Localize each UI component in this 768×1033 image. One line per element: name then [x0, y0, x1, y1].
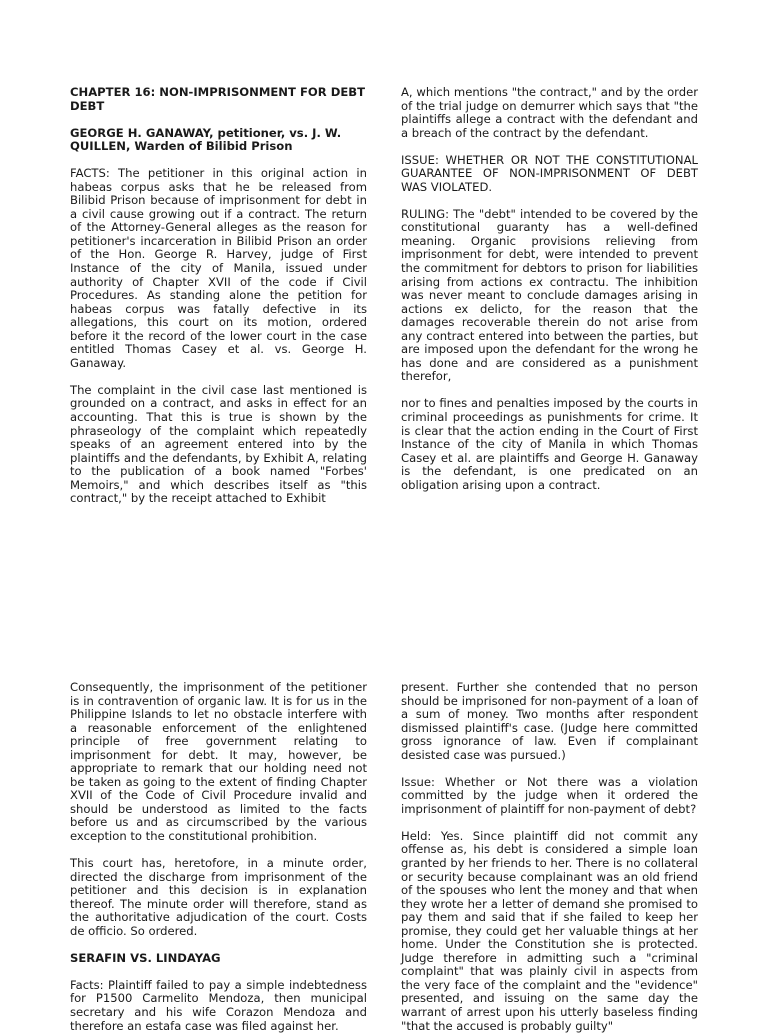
chapter-title: CHAPTER 16: NON-IMPRISONMENT FOR DEBT DEBT — [70, 85, 365, 113]
facts2-paragraph: Facts: Plaintiff failed to pay a simple indebtedness for P1500 Carmelito Mendoza, then municipal secretary and his wife Corazon Mendoza and therefore an estafa case was filed against her. — [70, 977, 367, 1033]
case2-title: SERAFIN VS. LINDAYAG — [70, 950, 221, 965]
present-paragraph: present. Further she contended that no person should be imprisoned for non-payment of a loan of a sum of money. Two months after respondent dismissed plaintiff's case. (Judge here committed gross ignorance of law. Even if complainant desisted case was pursued.) — [401, 680, 698, 762]
issue2-paragraph: Issue: Whether or Not there was a violation committed by the judge when it ordered the imprisonment of plaintiff for non-payment of debt? — [401, 774, 698, 816]
consequently-paragraph: Consequently, the imprisonment of the petitioner is in contravention of organic law. It is for us in the Philippine Islands to let no obstacle interfere with a reasonable enforcement of the enlightened principle of free government relating to imprisonment for debt. It may, however, be appropriate to remark that our holding need not be taken as going to the extent of finding Chapter XVII of the Code of Civil Procedure invalid and should be understood as limited to the facts before us and as circumscribed by the various exception to the constitutional prohibition. — [70, 680, 367, 844]
page1-right-column — [401, 86, 698, 492]
contract-continuation-paragraph: A, which mentions "the contract," and by the order of the trial judge on demurrer which says that "the plaintiffs allege a contract with the defendant and a breach of the contract by the defendant. — [401, 85, 698, 140]
page2-left-column — [70, 681, 367, 1033]
issue-paragraph: ISSUE: WHETHER OR NOT THE CONSTITUTIONAL GUARANTEE OF NON-IMPRISONMENT OF DEBT WAS VIOLATED. — [401, 152, 698, 194]
minute-order-paragraph: This court has, heretofore, in a minute order, directed the discharge from imprisonment of the petitioner and this decision is in explanation thereof. The minute order will therefore, stand as the authoritative adjudication of the court. Costs de officio. So ordered. — [70, 856, 367, 938]
ruling-continuation-paragraph: nor to fines and penalties imposed by the courts in criminal proceedings as punishments for crime. It is clear that the action ending in the Court of First Instance of the city of Manila in which Thomas Casey et al. are plaintiffs and George H. Ganaway is the defendant, is one predicated on an obligation arising upon a contract. — [401, 396, 698, 492]
complaint-paragraph: The complaint in the civil case last mentioned is grounded on a contract, and asks in effect for an accounting. That this is true is shown by the phraseology of the complaint which repeatedly speaks of an agreement entered into by the plaintiffs and the defendants, by Exhibit A, relating to the publication of a book named "Forbes' Memoirs," and which describes itself as "this contract," by the receipt attached to Exhibit — [70, 382, 367, 506]
page2-right-column — [401, 681, 698, 1033]
ruling-paragraph: RULING: The "debt" intended to be covered by the constitutional guaranty has a well-defined meaning. Organic provisions relieving from imprisonment for debt, were intended to prevent the commitment for debtors to prison for liabilities arising from actions ex contractu. The inhibition was never meant to conclude damages arising in actions ex delicto, for the reason that the damages recoverable therein do not arise from any contract entered into between the parties, but are imposed upon the defendant for the wrong he has done and are considered as a punishment therefor, — [401, 206, 698, 384]
page1-left-column — [70, 86, 367, 506]
facts-paragraph: FACTS: The petitioner in this original action in habeas corpus asks that he be released from Bilibid Prison because of imprisonment for debt in a civil cause growing out if a contract. The return of the Attorney-General alleges as the reason for petitioner's incarceration in Bilibid Prison an order of the Hon. George R. Harvey, judge of First Instance of the city of Manila, issued under authority of Chapter XVII of the code if Civil Procedures. As standing alone the petition for habeas corpus was fatally defective in its allegations, this court on its motion, ordered before it the record of the lower court in the case entitled Thomas Casey et al. vs. George H. Ganaway. — [70, 166, 367, 370]
held-paragraph: Held: Yes. Since plaintiff did not commit any offense as, his debt is considered a simple loan granted by her friends to her. There is no collateral or security because complainant was an old friend of the spouses who lent the money and that when they wrote her a letter of demand she promised to pay them and said that if she failed to keep her promise, they could get her valuable things at her home. Under the Constitution she is protected. Judge therefore in admitting such a "criminal complaint" that was plainly civil in aspects from the very face of the complaint and the "evidence" presented, and issuing on the same day the warrant of arrest upon his utterly baseless finding "that the accused is probably guilty" — [401, 828, 698, 1033]
case-title: GEORGE H. GANAWAY, petitioner, vs. J. W. QUILLEN, Warden of Bilibid Prison — [70, 125, 342, 154]
